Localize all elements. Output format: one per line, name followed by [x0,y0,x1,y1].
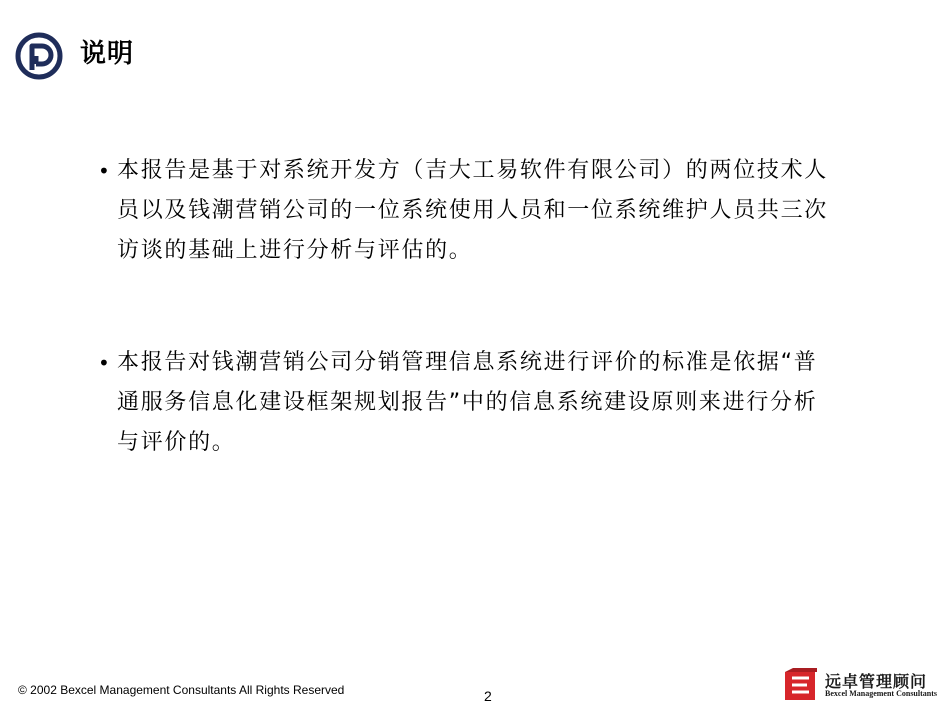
brand-logo [783,668,943,702]
brand-name-en: Bexcel Management Consultants [825,689,937,698]
bullet-item-2 [98,343,838,463]
page-title: 说明 [80,39,135,69]
bullet-item-1 [98,151,838,271]
brand-name-cn: 远卓管理顾问 [825,672,928,691]
copyright-text: © 2002 Bexcel Management Consultants All Rights Reserved [18,683,345,697]
bullet-text: 本报告是基于对系统开发方（吉大工易软件有限公司）的两位技术人员以及钱潮营销公司的一位系统使用人员和一位系统维护人员共三次访谈的基础上进行分析与评估的。 [117,158,829,263]
bullet-marker: • [98,159,110,183]
bullet-marker: • [98,351,110,375]
bullet-text: 本报告对钱潮营销公司分销管理信息系统进行评价的标准是依据“普通服务信息化建设框架规划报告”中的信息系统建设原则来进行分析与评价的。 [117,350,818,455]
page-number: 2 [484,688,492,704]
bexcel-circle-logo-icon [15,32,63,80]
bexcel-brand-mark-icon [783,668,819,702]
